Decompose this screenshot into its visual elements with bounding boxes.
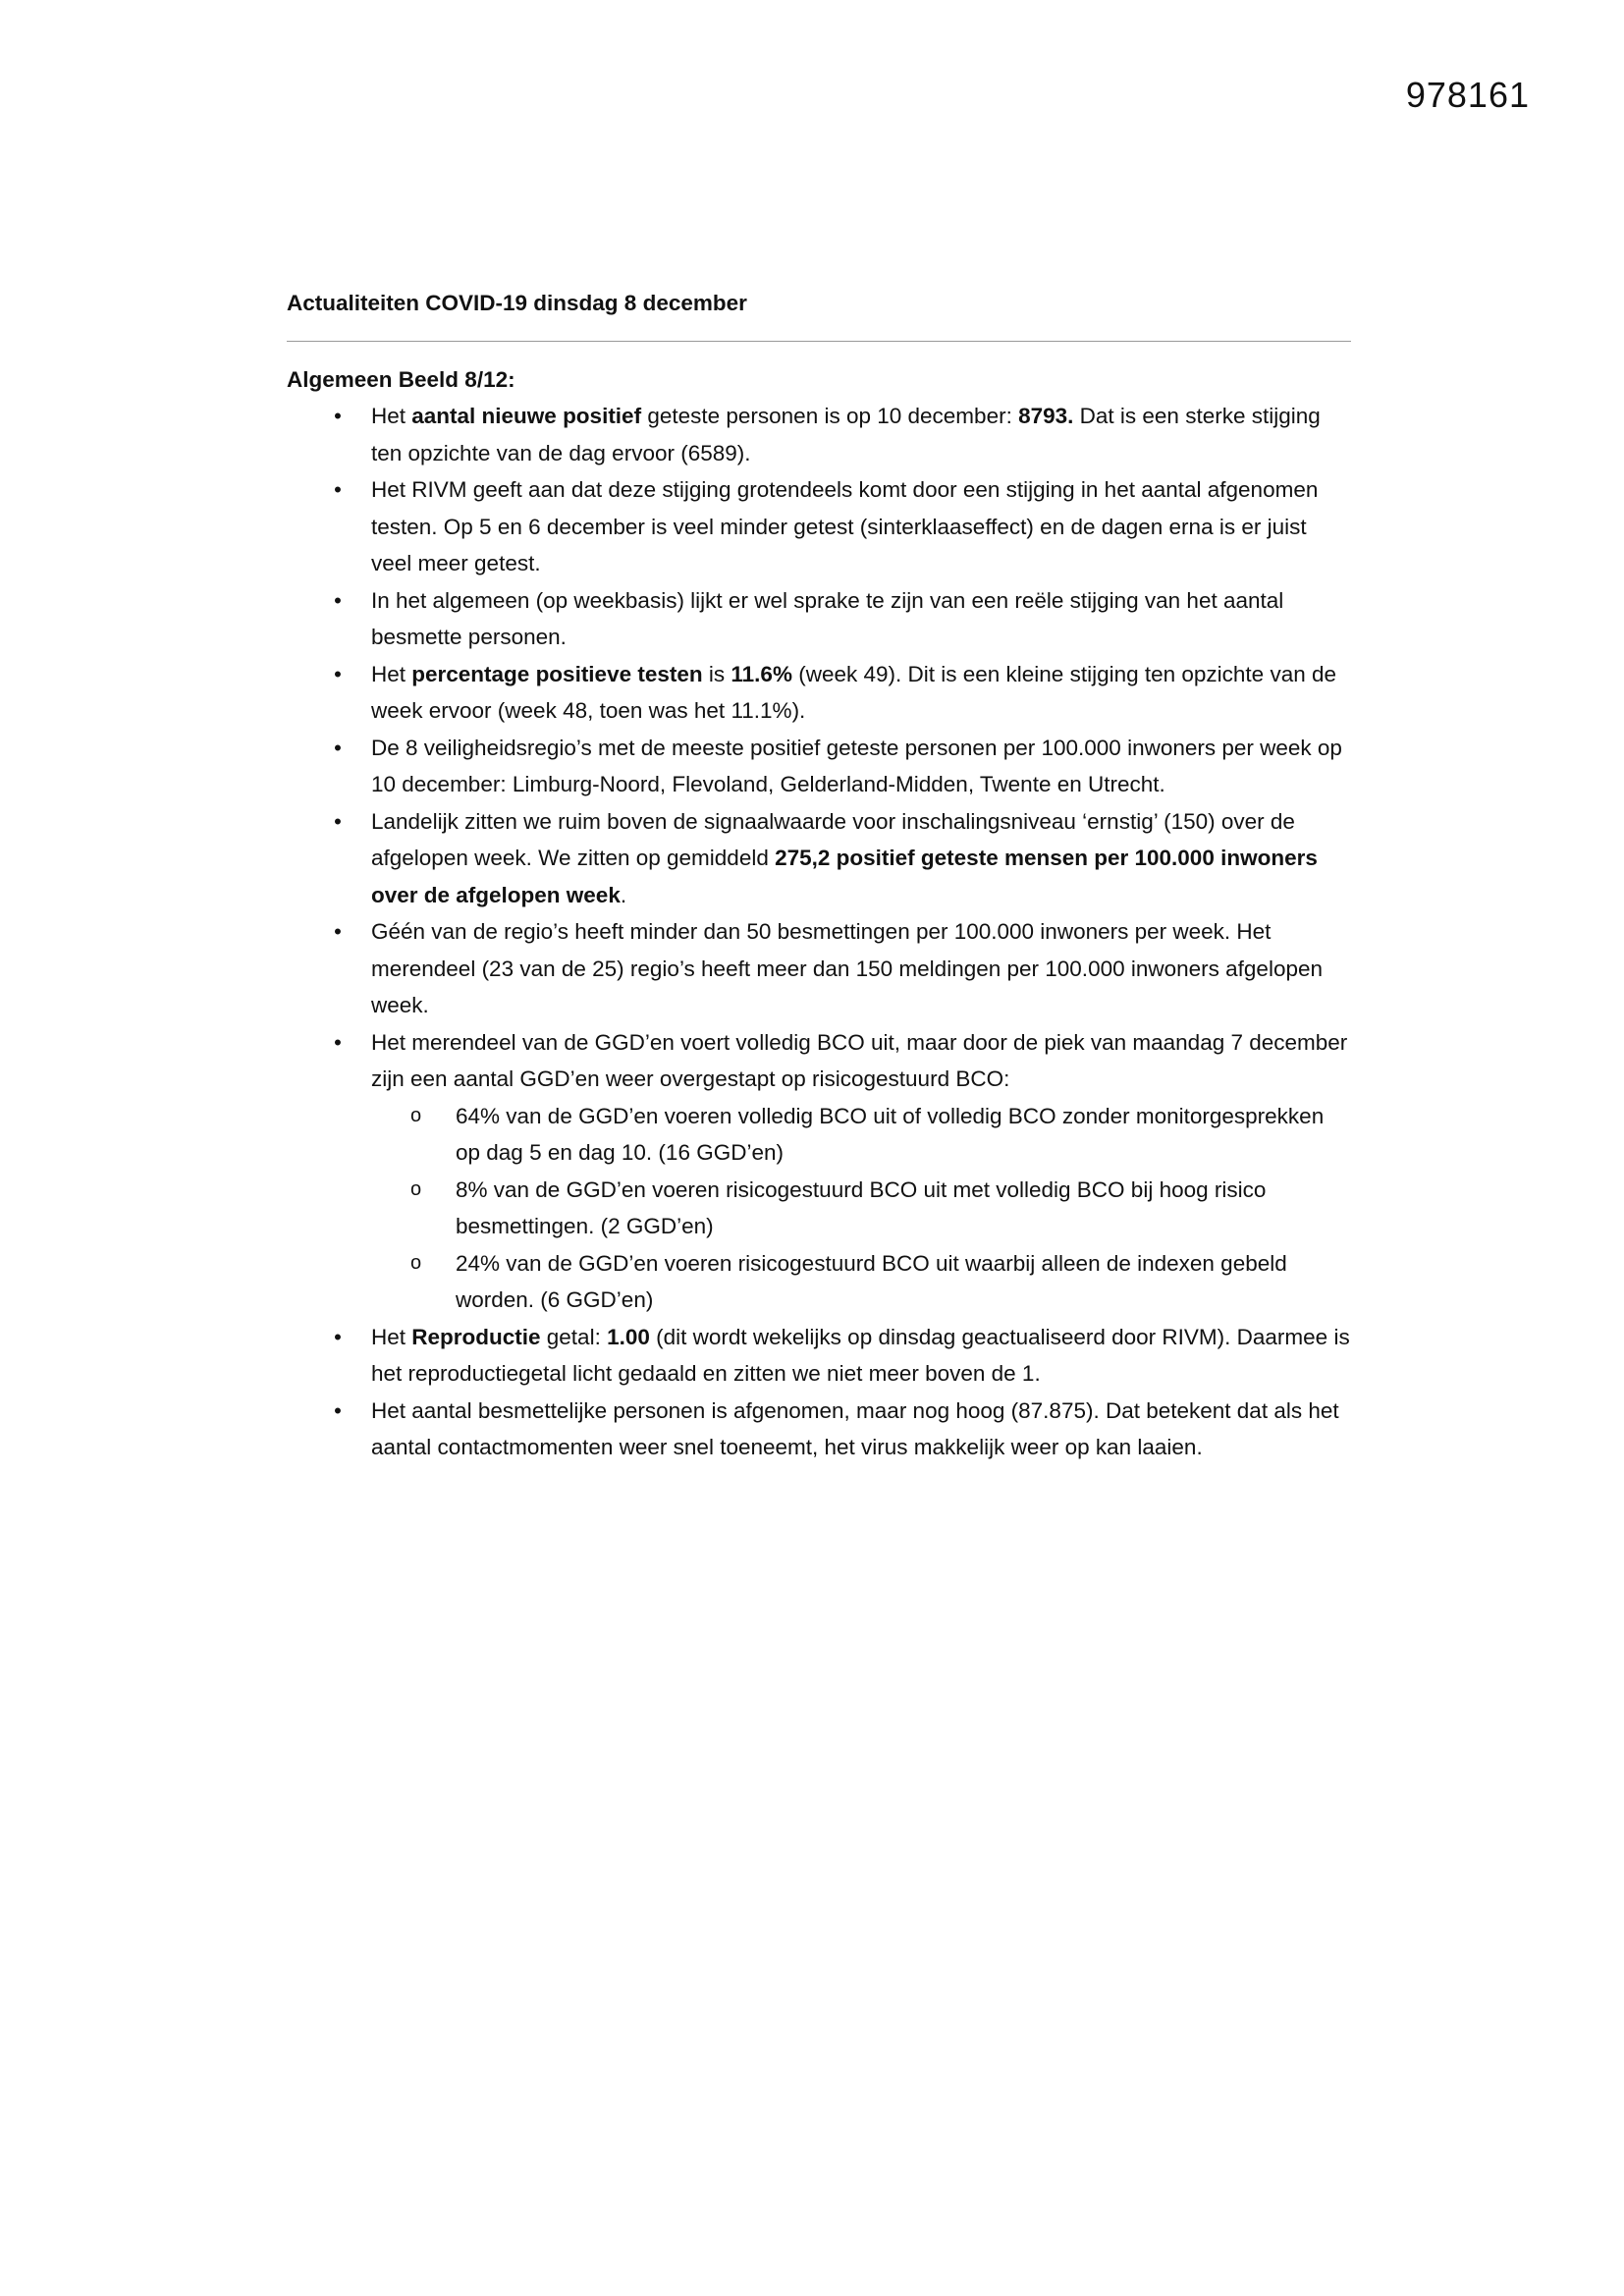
bullet-icon: • bbox=[334, 808, 342, 834]
bullet-text bbox=[371, 662, 1336, 724]
bullet-text bbox=[371, 588, 1283, 650]
bullet-item bbox=[287, 656, 1351, 730]
sub-list bbox=[371, 1098, 1351, 1319]
bullet-list bbox=[287, 398, 1351, 1466]
circle-bullet-icon: o bbox=[410, 1177, 422, 1200]
text-run: Géén van de regio’s heeft minder dan 50 besmettingen per 100.000 inwoners per week. Het merendeel (23 van de 25) regio’s heeft meer dan 150 meldingen per 100.000 inwoners afgelopen week. bbox=[371, 919, 1323, 1017]
text-run: Dat is een sterke stijging ten opzichte van de dag ervoor (6589). bbox=[371, 404, 1321, 465]
section-heading: Algemeen Beeld 8/12: bbox=[287, 366, 515, 392]
document-body bbox=[287, 285, 1351, 1466]
bullet-item bbox=[287, 913, 1351, 1024]
circle-bullet-icon: o bbox=[410, 1104, 422, 1126]
text-run: . bbox=[620, 882, 627, 907]
bold-text: 11.6% bbox=[731, 661, 792, 686]
bullet-text bbox=[371, 1030, 1347, 1092]
text-run: Het RIVM geeft aan dat deze stijging grotendeels komt door een stijging in het aantal afgenomen testen. Op 5 en 6 december is veel minder getest (sinterklaaseffect) en de dagen erna is er juist veel meer getest. bbox=[371, 477, 1319, 575]
sub-list-item bbox=[371, 1245, 1351, 1319]
text-run: getal: bbox=[540, 1324, 608, 1349]
bullet-text bbox=[371, 736, 1342, 797]
bullet-text bbox=[371, 919, 1323, 1017]
text-run: De 8 veiligheidsregio’s met de meeste positief geteste personen per 100.000 inwoners per week op 10 december: Limburg-Noord, Flevoland, Gelderland-Midden, Twente en Utrecht. bbox=[371, 735, 1342, 796]
sub-list-item bbox=[371, 1098, 1351, 1172]
bullet-item bbox=[287, 730, 1351, 803]
sub-list-item bbox=[371, 1172, 1351, 1245]
text-run: Het bbox=[371, 661, 412, 686]
text-run: Het bbox=[371, 404, 412, 428]
text-run: (week 49). Dit is een kleine stijging ten opzichte van de week ervoor (week 48, toen was het 11.1%). bbox=[371, 661, 1337, 723]
bullet-text bbox=[371, 809, 1318, 907]
bullet-icon: • bbox=[334, 1324, 342, 1349]
bold-text: 275,2 positief geteste mensen per 100.000 inwoners over de afgelopen week bbox=[371, 846, 1318, 907]
bullet-icon: • bbox=[334, 587, 342, 613]
bullet-item bbox=[287, 1393, 1351, 1466]
sub-list-text: 8% van de GGD’en voeren risicogestuurd BCO uit met volledig BCO bij hoog risico besmettingen. (2 GGD’en) bbox=[456, 1176, 1267, 1238]
horizontal-divider bbox=[287, 341, 1351, 342]
sub-list-text: 24% van de GGD’en voeren risicogestuurd BCO uit waarbij alleen de indexen gebeld worden. (6 GGD’en) bbox=[456, 1250, 1287, 1312]
bullet-icon: • bbox=[334, 661, 342, 686]
bold-text: percentage positieve testen bbox=[411, 661, 703, 686]
sub-list-text: 64% van de GGD’en voeren volledig BCO uit of volledig BCO zonder monitorgesprekken op dag 5 en dag 10. (16 GGD’en) bbox=[456, 1103, 1325, 1165]
bullet-item bbox=[287, 582, 1351, 656]
bold-text: 8793. bbox=[1018, 404, 1074, 428]
bullet-text bbox=[371, 404, 1321, 465]
bullet-item bbox=[287, 1319, 1351, 1393]
document-title: Actualiteiten COVID-19 dinsdag 8 december bbox=[287, 291, 747, 315]
bold-text: aantal nieuwe positief bbox=[411, 404, 642, 428]
bullet-item bbox=[287, 803, 1351, 914]
bullet-icon: • bbox=[334, 735, 342, 760]
bullet-item bbox=[287, 471, 1351, 582]
bullet-item bbox=[287, 398, 1351, 471]
bullet-text bbox=[371, 477, 1318, 575]
bullet-icon: • bbox=[334, 477, 342, 502]
bold-text: 1.00 bbox=[607, 1324, 650, 1349]
text-run: In het algemeen (op weekbasis) lijkt er wel sprake te zijn van een reële stijging van het aantal besmette personen. bbox=[371, 587, 1284, 649]
bullet-text bbox=[371, 1398, 1339, 1460]
bullet-icon: • bbox=[334, 404, 342, 428]
bullet-icon: • bbox=[334, 1397, 342, 1423]
text-run: (dit wordt wekelijks op dinsdag geactualiseerd door RIVM). Daarmee is het reproductiegetal licht gedaald en zitten we niet meer boven de 1. bbox=[371, 1324, 1350, 1386]
bullet-icon: • bbox=[334, 919, 342, 944]
bold-text: Reproductie bbox=[411, 1324, 541, 1349]
text-run: Het aantal besmettelijke personen is afgenomen, maar nog hoog (87.875). Dat betekent dat als het aantal contactmomenten weer snel toeneemt, het virus makkelijk weer op kan laaien. bbox=[371, 1397, 1339, 1459]
text-run: Het merendeel van de GGD’en voert volledig BCO uit, maar door de piek van maandag 7 december zijn een aantal GGD’en weer overgestapt op risicogestuurd BCO: bbox=[371, 1029, 1348, 1091]
bullet-text bbox=[371, 1325, 1350, 1387]
circle-bullet-icon: o bbox=[410, 1251, 422, 1274]
bullet-icon: • bbox=[334, 1029, 342, 1055]
text-run: Het bbox=[371, 1324, 412, 1349]
text-run: is bbox=[702, 661, 731, 686]
bullet-item bbox=[287, 1024, 1351, 1319]
text-run: Landelijk zitten we ruim boven de signaalwaarde voor inschalingsniveau ‘ernstig’ (150) over de afgelopen week. We zitten op gemiddeld bbox=[371, 808, 1295, 870]
text-run: geteste personen is op 10 december: bbox=[641, 404, 1019, 428]
document-number: 978161 bbox=[1405, 75, 1530, 115]
